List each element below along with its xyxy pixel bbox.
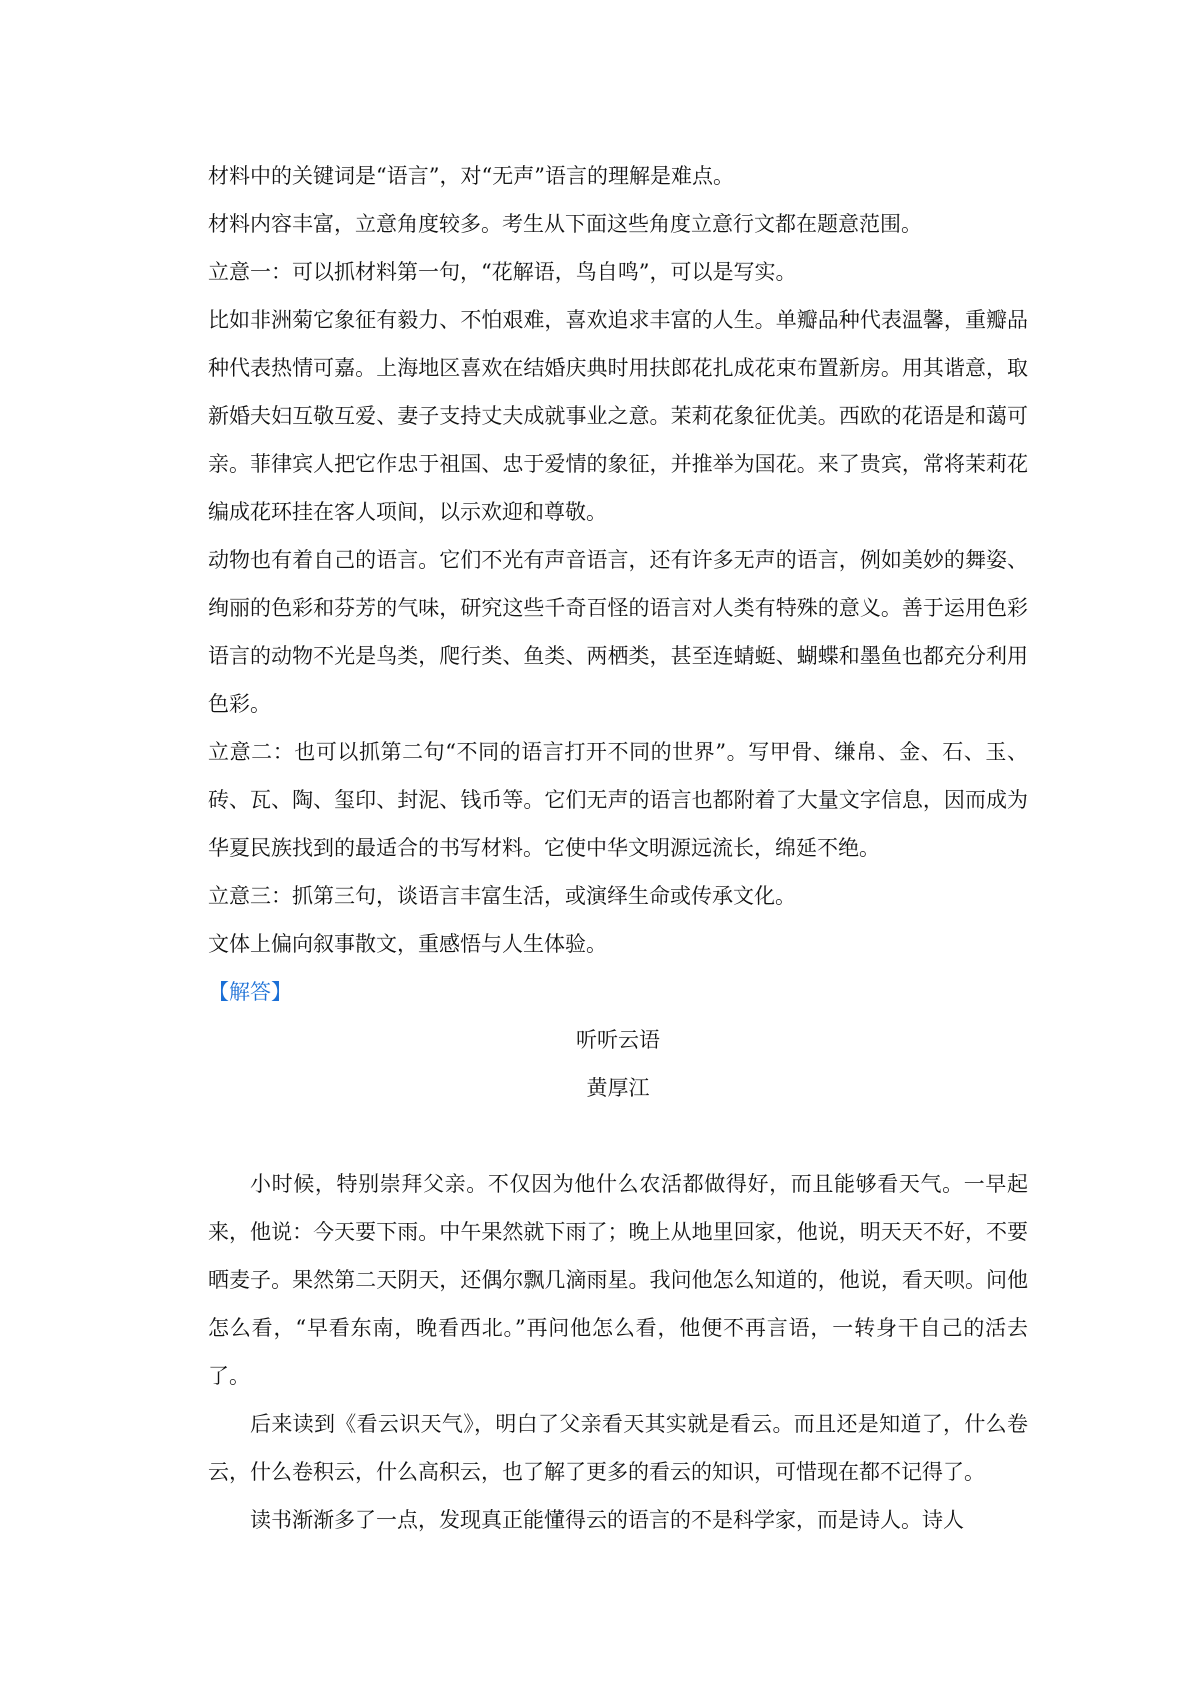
essay-paragraph-2: 后来读到《看云识天气》，明白了父亲看天其实就是看云。而且还是知道了，什么卷云，什么卷积云，什么高积云，也了解了更多的看云的知识，可惜现在都不记得了。 [208, 1412, 1028, 1484]
answer-label: 【解答】 [208, 980, 292, 1004]
analysis-paragraph-3: 立意一：可以抓材料第一句，“花解语，鸟自鸣”，可以是写实。 [208, 260, 797, 284]
analysis-paragraph-5: 动物也有着自己的语言。它们不光有声音语言，还有许多无声的语言，例如美妙的舞姿、绚丽的色彩和芬芳的气味，研究这些千奇百怪的语言对人类有特殊的意义。善于运用色彩语言的动物不光是鸟类，爬行类、鱼类、两栖类，甚至连蜻蜓、蝴蝶和墨鱼也都充分利用色彩。 [208, 548, 1028, 716]
analysis-paragraph-1: 材料中的关键词是“语言”，对“无声”语言的理解是难点。 [208, 164, 734, 188]
document-page [208, 152, 1028, 1544]
analysis-paragraph-7: 立意三：抓第三句，谈语言丰富生活，或演绎生命或传承文化。 [208, 884, 796, 908]
blank-line [208, 1112, 1028, 1160]
essay-author: 黄厚江 [586, 1076, 650, 1100]
essay-paragraph-3: 读书渐渐多了一点，发现真正能懂得云的语言的不是科学家，而是诗人。诗人 [250, 1508, 964, 1532]
analysis-paragraph-8: 文体上偏向叙事散文，重感悟与人生体验。 [208, 932, 607, 956]
essay-paragraph-1: 小时候，特别崇拜父亲。不仅因为他什么农活都做得好，而且能够看天气。一早起来，他说：今天要下雨。中午果然就下雨了；晚上从地里回家，他说，明天天不好，不要晒麦子。果然第二天阴天，还偶尔飘几滴雨星。我问他怎么知道的，他说，看天呗。问他怎么看，“早看东南，晚看西北。”再问他怎么看，他便不再言语，一转身干自己的活去了。 [208, 1172, 1028, 1388]
analysis-paragraph-4: 比如非洲菊它象征有毅力、不怕艰难，喜欢追求丰富的人生。单瓣品种代表温馨，重瓣品种代表热情可嘉。上海地区喜欢在结婚庆典时用扶郎花扎成花束布置新房。用其谐意，取新婚夫妇互敬互爱、妻子支持丈夫成就事业之意。茉莉花象征优美。西欧的花语是和蔼可亲。菲律宾人把它作忠于祖国、忠于爱情的象征，并推举为国花。来了贵宾，常将茉莉花编成花环挂在客人项间，以示欢迎和尊敬。 [208, 308, 1028, 524]
essay-title: 听听云语 [576, 1028, 660, 1052]
analysis-paragraph-6: 立意二：也可以抓第二句“不同的语言打开不同的世界”。写甲骨、缣帛、金、石、玉、砖、瓦、陶、玺印、封泥、钱币等。它们无声的语言也都附着了大量文字信息，因而成为华夏民族找到的最适合的书写材料。它使中华文明源远流长，绵延不绝。 [208, 740, 1028, 860]
analysis-paragraph-2: 材料内容丰富，立意角度较多。考生从下面这些角度立意行文都在题意范围。 [208, 212, 922, 236]
